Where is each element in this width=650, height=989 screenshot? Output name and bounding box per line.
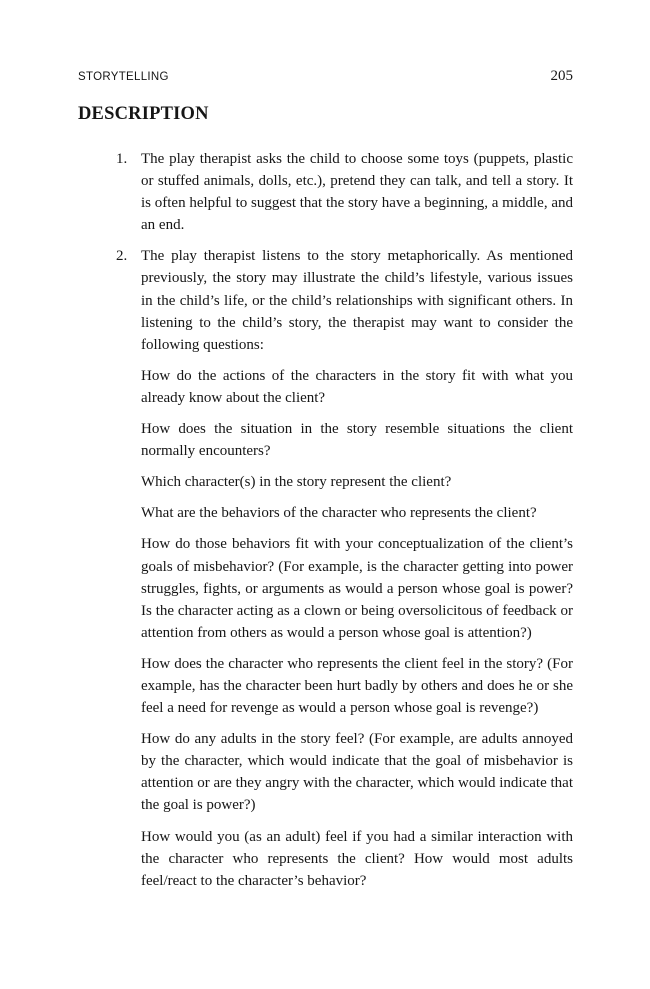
running-head [78, 68, 573, 88]
question-paragraph: How does the situation in the story resemble situations the client normally encounters? [141, 421, 573, 460]
paragraph: The play therapist asks the child to choose some toys (puppets, plastic or stuffed animals, dolls, etc.), pretend they can talk, and tell a story. It is often helpful to suggest that the story have a beginning, a middle, and an end. [141, 151, 573, 234]
question-paragraph: What are the behaviors of the character who represents the client? [141, 505, 537, 522]
question-paragraph: Which character(s) in the story represent the client? [141, 474, 452, 491]
item-number: 2. [116, 248, 128, 265]
page-number: 205 [550, 68, 573, 84]
description-list [78, 148, 573, 901]
running-head-title: STORYTELLING [78, 71, 169, 83]
question-paragraph: How does the character who represents the client feel in the story? (For example, has the character been hurt badly by others and does he or she feel a need for revenge as would a person whose goal is revenge?) [141, 655, 573, 717]
question-paragraph: How do any adults in the story feel? (For example, are adults annoyed by the character, which would indicate that the goal of misbehavior is attention or are they angry with the character, which would indicate that the goal is power?) [141, 731, 573, 814]
question-paragraph: How would you (as an adult) feel if you had a similar interaction with the character who represents the client? How would most adults feel/react to the character’s behavior? [141, 828, 573, 889]
section-heading: DESCRIPTION [78, 104, 209, 124]
list-item [78, 245, 573, 891]
question-paragraph: How do those behaviors fit with your conceptualization of the client’s goals of misbehavior? (For example, is the character getting into power struggles, fights, or arguments as would a person whose goal is power? Is the character acting as a clown or being oversolicitous of feedback or attention from others as would a person whose goal is attention?) [141, 536, 573, 641]
list-item [78, 148, 573, 236]
question-paragraph: How do the actions of the characters in the story fit with what you already know about the client? [141, 367, 573, 406]
paragraph: The play therapist listens to the story metaphorically. As mentioned previously, the story may illustrate the child’s lifestyle, various issues in the child’s life, or the child’s relationships with significant others. In listening to the child’s story, the therapist may want to consider the following questions: [141, 248, 573, 353]
item-number: 1. [116, 151, 128, 167]
